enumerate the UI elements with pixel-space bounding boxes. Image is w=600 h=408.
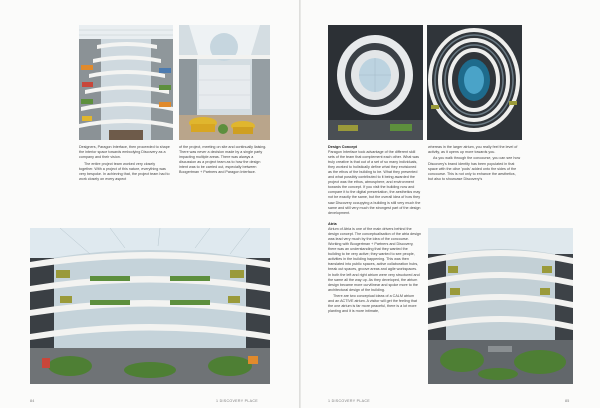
atrium-photo-skylight (328, 25, 423, 140)
left-page (0, 0, 299, 408)
atrium-photo-swirl (427, 25, 522, 140)
page-number: 85 (565, 399, 570, 403)
atrium-photo-wide-right (428, 228, 573, 384)
left-text-column-2 (179, 145, 270, 177)
left-text-column-1 (79, 145, 170, 183)
body-paragraph: The entire project team worked very closely together. With a project of this nature, everything was very bespoke. In achieving that, the project team had to work closely on every aspect (79, 161, 170, 181)
atrium-photo-balconies (79, 25, 173, 140)
right-text-column-1 (328, 145, 421, 316)
atrium-photo-lounge (179, 25, 270, 140)
publication-title: 1 DISCOVERY PLACE (328, 399, 370, 403)
page-number: 84 (30, 399, 35, 403)
body-paragraph: Designers, Paragon Interface, then proceeded to shape the interior space towards embodying Discovery as a company and their vision. (79, 145, 170, 160)
body-paragraph: of the project, meeting on site and continually liaising. There was never a decision made by a single party impacting multiple areas. There was always a discussion as a project team as to how the design intent was to be carried out, especially between Boogertman + Partners and Paragon Interface. (179, 145, 267, 175)
body-paragraph: There are two conceptual ideas of a CALM atrium and an ACTIVE atrium. A visitor will get the feeling that the one atrium is far more peaceful, there is a lot more planting and it is more intimate, (328, 294, 417, 314)
section-heading: Design Concept (328, 145, 357, 149)
folio-left (30, 399, 35, 403)
body-paragraph: As you walk through the concourse, you can see how Discovery's brand identity has been populated in that space with the olive 'pods' added onto the sides of the concourse. This is not only to enhance the aesthetics, but also to showcase Discovery's (428, 156, 521, 181)
atrium-photo-wide-left (30, 228, 270, 384)
right-text-column-2 (428, 145, 521, 183)
body-paragraph: Paragon Interface took advantage of the different skill sets of the team that complement each other. What was truly creative is that out of a set of so many individuals, they worked to holistically define what they envisioned as the ethos of the building to be. What they presented and what possibly contributed to it being awarded the project was the ethos, atmosphere, and environment towards the concept. If you visit the building now and compare it to the digital presentation, the aesthetics may not be exactly the same, but the overall idea of how they saw Discovery occupying a building is still very much the same and still very much the strongest part of the design development. (328, 150, 421, 215)
section-heading: Atria (328, 222, 337, 227)
running-footer-right (328, 399, 370, 403)
body-paragraph: Atrium of Atria is one of the main drivers behind the design concept. The conceptualisation of the atria design was lead very much by the idea of the concourse. Working with Boogertman + Partners and Discovery, there was an understanding that they wanted the building to be very active; they wanted to see people, activities in the building happening. This was then translated into public spaces, active collaboration hubs, break out spaces, groove areas and agile workspaces. In both the left and right atrium were very structured and the same all the way up. As they developed, the atrium design became more curvilinear and spoke more to the architectural design of the building. (328, 227, 422, 292)
running-footer-left (216, 399, 258, 403)
right-page (301, 0, 600, 408)
publication-title: 1 DISCOVERY PLACE (216, 399, 258, 403)
body-paragraph: whereas in the larger atrium, you really feel the level of activity, as it opens up more towards you. (428, 145, 518, 155)
folio-right (565, 399, 570, 403)
